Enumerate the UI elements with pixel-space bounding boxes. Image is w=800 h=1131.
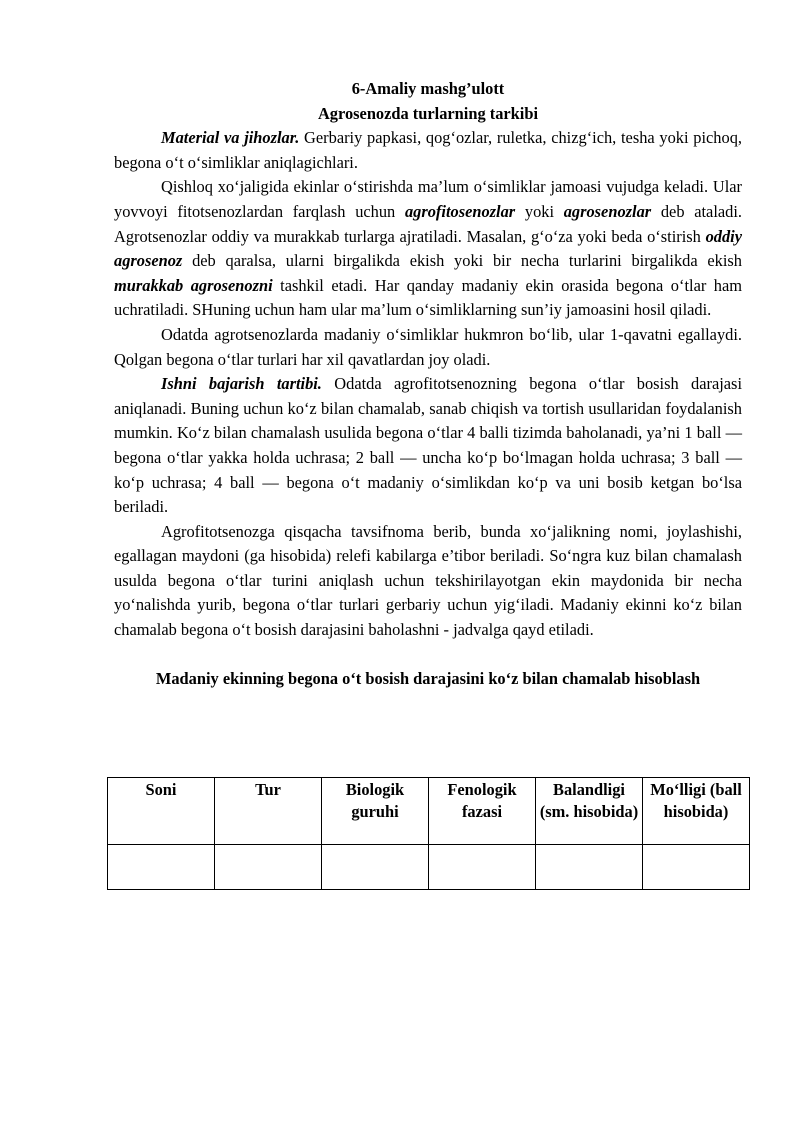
table-row: [108, 845, 750, 890]
table-cell: [215, 845, 322, 890]
weed-assessment-table: [107, 777, 750, 890]
table-cell: [643, 845, 750, 890]
paragraph-materials: [114, 126, 742, 175]
term-oddiy-agrosenoz: oddiy agrosenoz: [114, 226, 742, 271]
header-cell-soni: Soni: [108, 778, 215, 845]
table-header-row: [108, 778, 750, 845]
text-run: Qishloq xo‘jaligida ekinlar o‘stirishda ma’lum o‘simliklar jamoasi vujudga keladi. Ular yovvoyi fitotsenozlardan farqlash uchun: [114, 177, 742, 221]
table-cell: [536, 845, 643, 890]
materials-label: Material va jihozlar.: [161, 128, 300, 148]
term-agrosenozlar: agrosenozlar: [563, 201, 652, 221]
paragraph-agrocenosis: [114, 175, 742, 323]
materials-text: Gerbariy papkasi, qog‘ozlar, ruletka, chizg‘ich, tesha yoki pichoq, begona o‘t o‘simliklar aniqlagichlari.: [114, 128, 742, 172]
procedure-label: Ishni bajarish tartibi.: [161, 374, 322, 394]
spacer: [114, 643, 742, 667]
table-caption: Madaniy ekinning begona o‘t bosish darajasini ko‘z bilan chamalab hisoblash: [155, 668, 701, 688]
text-run: deb qaralsa, ularni birgalikda ekish yoki bir necha turlarini birgalikda ekish: [182, 251, 742, 271]
procedure-text: Odatda agrofitotsenozning begona o‘tlar bosish darajasi aniqlanadi. Buning uchun ko‘z bilan chamalab, sanab chiqish va tortish usullaridan foydalanish mumkin. Ko‘z bilan chamalash usulida begona o‘tlar 4 balli tizimda baholanadi, ya’ni 1 ball — begona o‘tlar yakka holda uchrasa; 2 ball — uncha ko‘p bo‘lmagan holda uchrasa; 3 ball — ko‘p uchrasa; 4 ball — begona o‘t madaniy o‘simlikdan ko‘p va uni bosib ketgan bo‘lsa beriladi.: [114, 374, 742, 517]
text-run: tashkil etadi. Har qanday madaniy ekin orasida begona o‘tlar ham uchratiladi. SHuning uchun ham ular ma’lum o‘simliklarning sun’iy jamoasini hosil qiladi.: [114, 275, 742, 320]
page-title: 6-Amaliy mashg’ulott: [351, 79, 505, 98]
header-cell-fenologik-fazasi: Fenologik fazasi: [429, 778, 536, 845]
text-run: yoki: [515, 201, 564, 221]
text-run: deb ataladi. Agrotsenozlar oddiy va murakkab turlarga ajratiladi. Masalan, g‘o‘za yoki beda o‘stirish: [114, 201, 742, 246]
term-murakkab-agrosenoz: murakkab agrosenozni: [114, 275, 273, 295]
term-agrofitosenozlar: agrofitosenozlar: [404, 201, 516, 221]
table-cell: [429, 845, 536, 890]
table-cell: [322, 845, 429, 890]
document-body: [114, 77, 742, 691]
header-cell-molligi: Mo‘lligi (ball hisobida): [643, 778, 750, 845]
table-cell: [108, 845, 215, 890]
header-cell-balandligi: Balandligi (sm. hisobida): [536, 778, 643, 845]
paragraph-procedure: [114, 372, 742, 520]
paragraph-description: Agrofitotsenozga qisqacha tavsifnoma berib, bunda xo‘jalikning nomi, joylashishi, egallagan maydoni (ga hisobida) relefi kabilarga e’tibor beriladi. So‘ngra kuz bilan chamalash usulda begona o‘tlar turini aniqlash uchun tekshirilayotgan ekin maydonida bir necha yo‘nalishda yurib, begona o‘tlar turlari gerbariy uchun yig‘iladi. Madaniy ekinni ko‘z bilan chamalab begona o‘t bosish darajasini baholashni - jadvalga qayd etiladi.: [114, 521, 742, 640]
header-cell-biologik-guruhi: Biologik guruhi: [322, 778, 429, 845]
paragraph-layers: Odatda agrotsenozlarda madaniy o‘simliklar hukmron bo‘lib, ular 1-qavatni egallaydi. Qolgan begona o‘tlar turlari har xil qavatlardan joy oladi.: [114, 324, 742, 369]
page-subtitle: Agrosenozda turlarning tarkibi: [317, 103, 539, 123]
header-cell-tur: Tur: [215, 778, 322, 845]
